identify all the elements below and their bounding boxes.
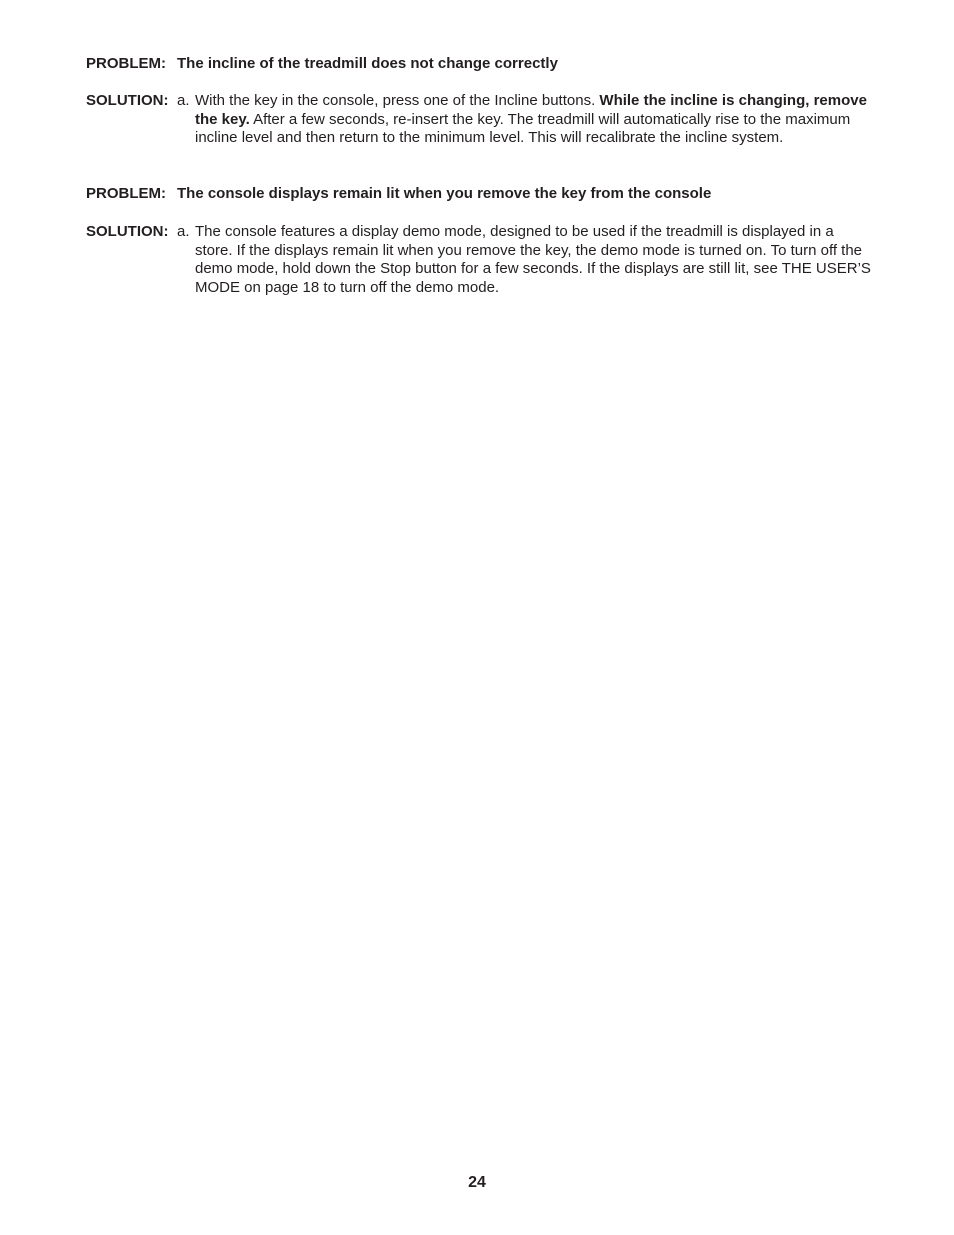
solution-text-part: After a few seconds, re-insert the key. The treadmill will automatically rise to the maximum incline level and then return to the minimum level. This will recalibrate the incline system. (195, 110, 851, 146)
solution-text (195, 92, 872, 148)
solution-block-2 (86, 223, 872, 297)
solution-text: The console features a display demo mode, designed to be used if the treadmill is displayed in a store. If the displays remain lit when you remove the key, the demo mode is turned on. To turn off the demo mode, hold down the Stop button for a few seconds. If the displays are still lit, see THE USER’S MODE on page 18 to turn off the demo mode. (195, 223, 871, 296)
solution-block-1 (86, 92, 872, 148)
problem-heading-1 (86, 55, 872, 74)
solution-text-part: With the key in the console, press one of the Incline buttons. (195, 92, 600, 109)
solution-label: SOLUTION: (86, 223, 169, 240)
solution-item-letter: a. (177, 223, 190, 240)
problem-label: PROBLEM: (86, 185, 166, 202)
page-number: 24 (468, 1174, 486, 1191)
problem-label: PROBLEM: (86, 55, 166, 72)
problem-text: The incline of the treadmill does not change correctly (177, 55, 558, 72)
problem-text: The console displays remain lit when you remove the key from the console (177, 185, 712, 202)
problem-heading-2 (86, 185, 872, 204)
solution-item-letter: a. (177, 92, 190, 109)
solution-label: SOLUTION: (86, 92, 169, 109)
solution-bold-text: While the incline is changing, remove the key. (195, 92, 867, 128)
